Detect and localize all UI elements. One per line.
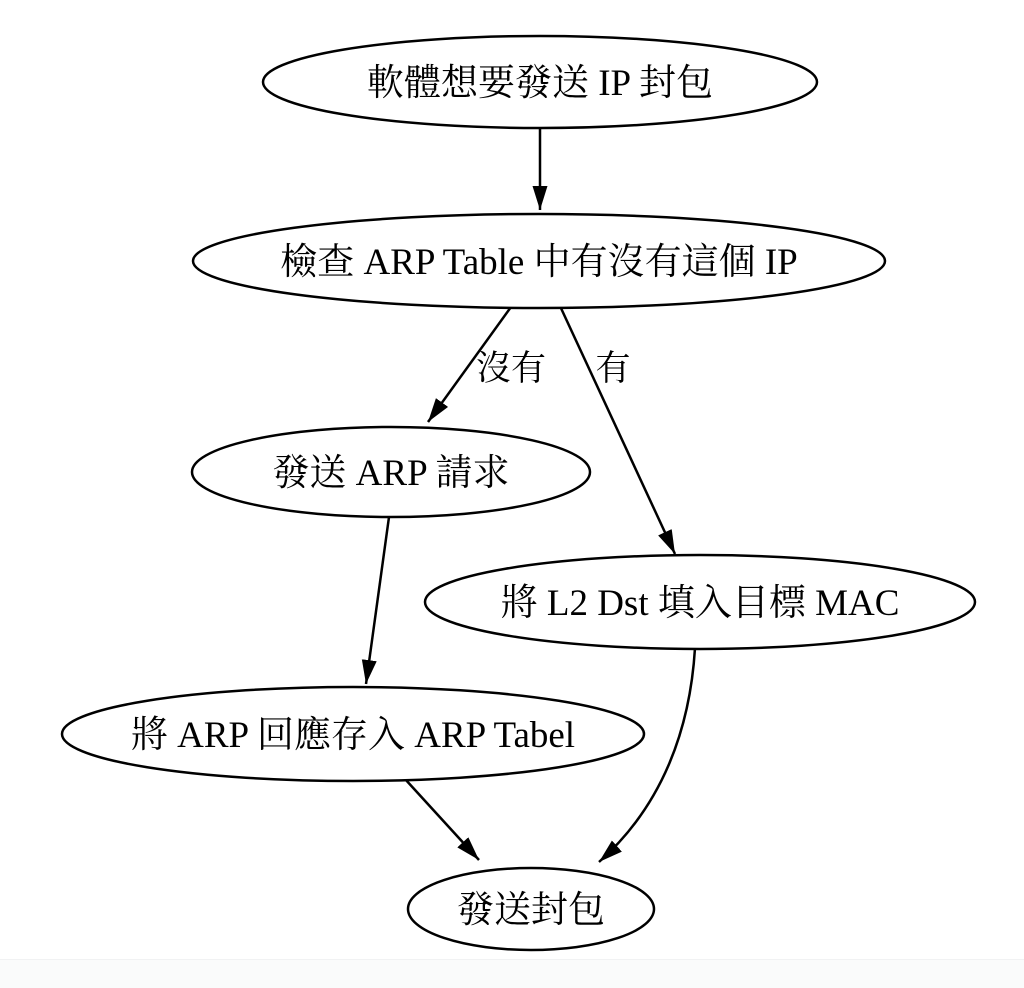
node-check-arp-table-label: 檢查 ARP Table 中有沒有這個 IP (280, 242, 798, 283)
node-fill-l2-dst-mac-label: 將 L2 Dst 填入目標 MAC (500, 583, 900, 624)
edge-labels-layer (476, 349, 631, 388)
edge-store-arp-reply-to-send-packet (405, 779, 479, 860)
node-store-arp-reply-label: 將 ARP 回應存入 ARP Tabel (130, 715, 576, 756)
node-start (263, 36, 817, 128)
node-check-arp-table (193, 214, 885, 308)
edge-check-arp-to-fill-l2-dst (560, 306, 675, 554)
node-send-packet (408, 868, 654, 950)
edge-send-arp-request-to-store-arp-reply (366, 517, 389, 684)
node-send-arp-request-label: 發送 ARP 請求 (272, 453, 510, 494)
edge-label-yes: 有 (595, 349, 631, 388)
window-bottom-edge (0, 959, 1024, 988)
node-store-arp-reply (62, 687, 644, 781)
node-start-label: 軟體想要發送 IP 封包 (366, 63, 714, 104)
node-send-packet-label: 發送封包 (457, 890, 605, 931)
node-fill-l2-dst-mac (425, 555, 975, 649)
node-send-arp-request (192, 427, 590, 517)
nodes-layer (62, 36, 975, 950)
edge-label-no: 沒有 (475, 349, 547, 388)
